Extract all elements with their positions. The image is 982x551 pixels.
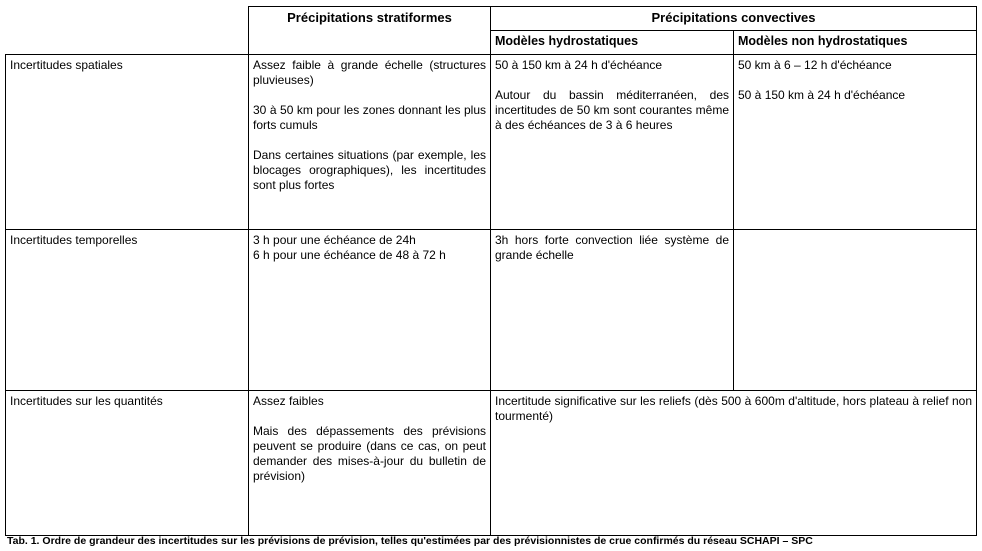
header-non-hydrostatiques: Modèles non hydrostatiques <box>734 31 977 55</box>
cell-paragraph: 3h hors forte convection liée système de grande échelle <box>495 233 729 262</box>
row-label-quantites: Incertitudes sur les quantités <box>6 391 249 536</box>
table-header-row-1 <box>6 7 977 31</box>
row-label-spatiales: Incertitudes spatiales <box>6 55 249 230</box>
cell-quantites-stratiformes <box>249 391 491 536</box>
header-stratiformes: Précipitations stratiformes <box>249 7 491 55</box>
table-row-quantites <box>6 391 977 536</box>
cell-paragraph: 50 à 150 km à 24 h d'échéance <box>495 58 663 72</box>
cell-line: 6 h pour une échéance de 48 à 72 h <box>253 248 446 262</box>
table-caption: Tab. 1. Ordre de grandeur des incertitudes sur les prévisions de prévision, telles qu'estimées par des prévisionnistes de crue confirmés du réseau SCHAPI – SPC <box>7 535 813 547</box>
cell-paragraph: 50 à 150 km à 24 h d'échéance <box>738 88 906 102</box>
cell-spatiales-hydrostatiques <box>491 55 734 230</box>
cell-paragraph: Assez faibles <box>253 394 324 408</box>
table-row-spatiales <box>6 55 977 230</box>
header-hydrostatiques: Modèles hydrostatiques <box>491 31 734 55</box>
cell-paragraph: Autour du bassin méditerranéen, des incertitudes de 50 km sont courantes même à des échéances de 3 à 6 heures <box>495 88 729 132</box>
row-label-temporelles: Incertitudes temporelles <box>6 230 249 391</box>
header-convectives: Précipitations convectives <box>491 7 977 31</box>
cell-paragraph: Mais des dépassements des prévisions peuvent se produire (dans ce cas, on peut demander des mises-à-jour du bulletin de prévision) <box>253 424 486 483</box>
cell-temporelles-stratiformes <box>249 230 491 391</box>
cell-spatiales-stratiformes <box>249 55 491 230</box>
cell-temporelles-hydrostatiques <box>491 230 734 391</box>
cell-quantites-convectives <box>491 391 977 536</box>
table-row-temporelles <box>6 230 977 391</box>
cell-paragraph: 50 km à 6 – 12 h d'échéance <box>738 58 892 72</box>
uncertainty-table <box>5 6 977 536</box>
cell-paragraph: 30 à 50 km pour les zones donnant les plus forts cumuls <box>253 103 486 132</box>
cell-temporelles-non-hydrostatiques <box>734 230 977 391</box>
cell-paragraph: Dans certaines situations (par exemple, les blocages orographiques), les incertitudes sont plus fortes <box>253 148 486 192</box>
cell-line: 3 h pour une échéance de 24h <box>253 233 416 247</box>
cell-paragraph: Incertitude significative sur les reliefs (dès 500 à 600m d'altitude, hors plateau à relief non tourmenté) <box>495 394 973 423</box>
empty-corner-cell <box>6 7 249 55</box>
cell-paragraph: Assez faible à grande échelle (structures pluvieuses) <box>253 58 486 87</box>
cell-spatiales-non-hydrostatiques <box>734 55 977 230</box>
